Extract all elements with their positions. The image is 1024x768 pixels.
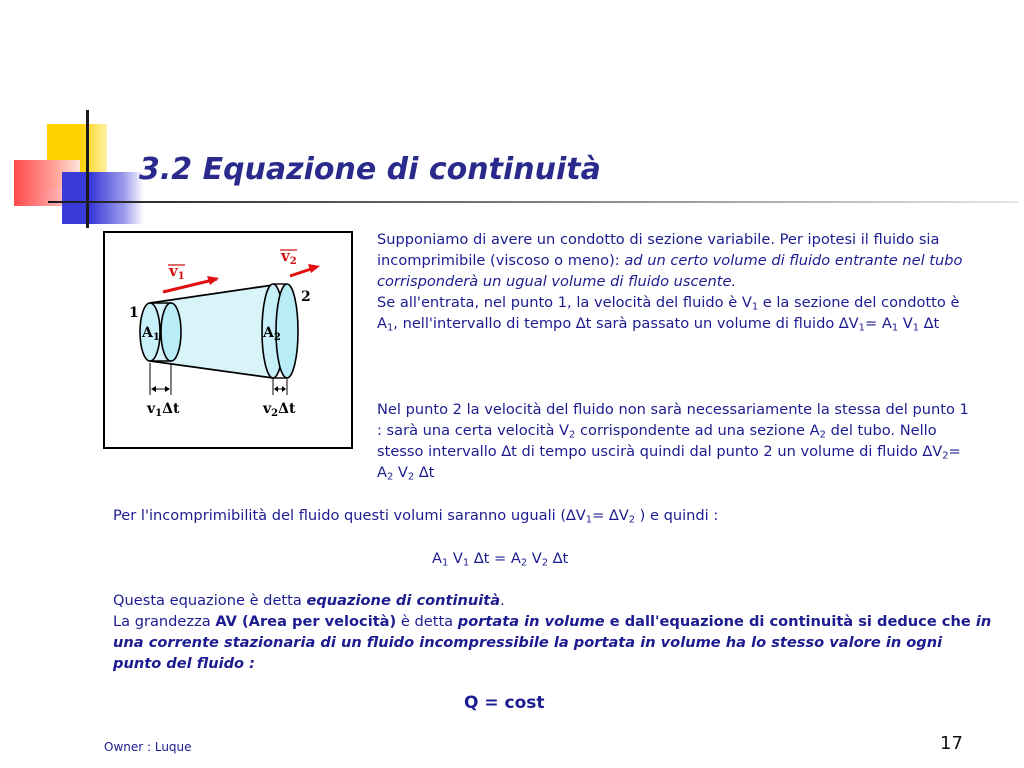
page-number: 17 xyxy=(940,733,963,754)
pipe-figure xyxy=(103,231,353,449)
slide-title: 3.2 Equazione di continuità xyxy=(139,152,601,187)
a2-label: $A_2$ xyxy=(263,325,281,343)
a1-label: $A_1$ xyxy=(142,325,160,343)
incompressibility-paragraph: Per l'incomprimibilità del fluido questi volumi saranno uguali ($\Delta V_1= \Delta V_2$ ) e quindi : xyxy=(113,507,719,526)
point2-paragraph: Nel punto 2 la velocità del fluido non sarà necessariamente la stessa del punto 1 : sarà una certa velocità $V_2$ corrispondente ad una sezione $A_2$ del tubo. Nello stesso intervallo ∆t di tempo uscirà quindi dal punto 2 un volume di fluido $\Delta V_2= A_2$ $V_2$ ∆t xyxy=(377,401,969,483)
title-underline xyxy=(48,201,1018,203)
point-2-label: 2 xyxy=(301,289,311,305)
dx1-label: $v_1\Delta t$ xyxy=(147,401,180,419)
v2-label: $v_2$ xyxy=(281,247,297,267)
continuity-equation: $A_1$ $V_1$ $\Delta t = A_2$ $V_2$ ∆t xyxy=(432,550,569,569)
decor-blue-square xyxy=(62,172,144,224)
decor-vertical-line xyxy=(86,110,89,228)
section-2-front xyxy=(276,284,298,378)
intro-paragraph: Supponiamo di avere un condotto di sezione variabile. Per ipotesi il fluido sia incomprimibile (viscoso o meno): ad un certo volume di fluido entrante nel tubo corrisponderà un ugual volume di fluido uscente. Se all'entrata, nel punto 1, la velocità del fluido è $V_1$ e la sezione del condotto è $A_1$, nell'intervallo di tempo ∆t sarà passato un volume di fluido $\Delta V_1= A_1$ $V_1$ ∆t xyxy=(377,231,963,334)
definition-paragraph: Questa equazione è detta equazione di continuità. La grandezza AV (Area per velocità) è detta portata in volume e dall'equazione di continuità si deduce che in una corrente stazionaria di un fluido incompressibile la portata in volume ha lo stesso valore in ogni punto del fluido : xyxy=(113,592,992,672)
footer-owner: Owner : Luque xyxy=(104,740,192,754)
v1-label: $v_1$ xyxy=(169,262,185,282)
point-1-label: 1 xyxy=(129,305,139,321)
dx2-label: $v_2\Delta t$ xyxy=(263,401,296,419)
flow-rate-constant: Q = cost xyxy=(464,693,545,713)
pipe-diagram xyxy=(105,233,351,447)
section-1-front xyxy=(161,303,181,361)
